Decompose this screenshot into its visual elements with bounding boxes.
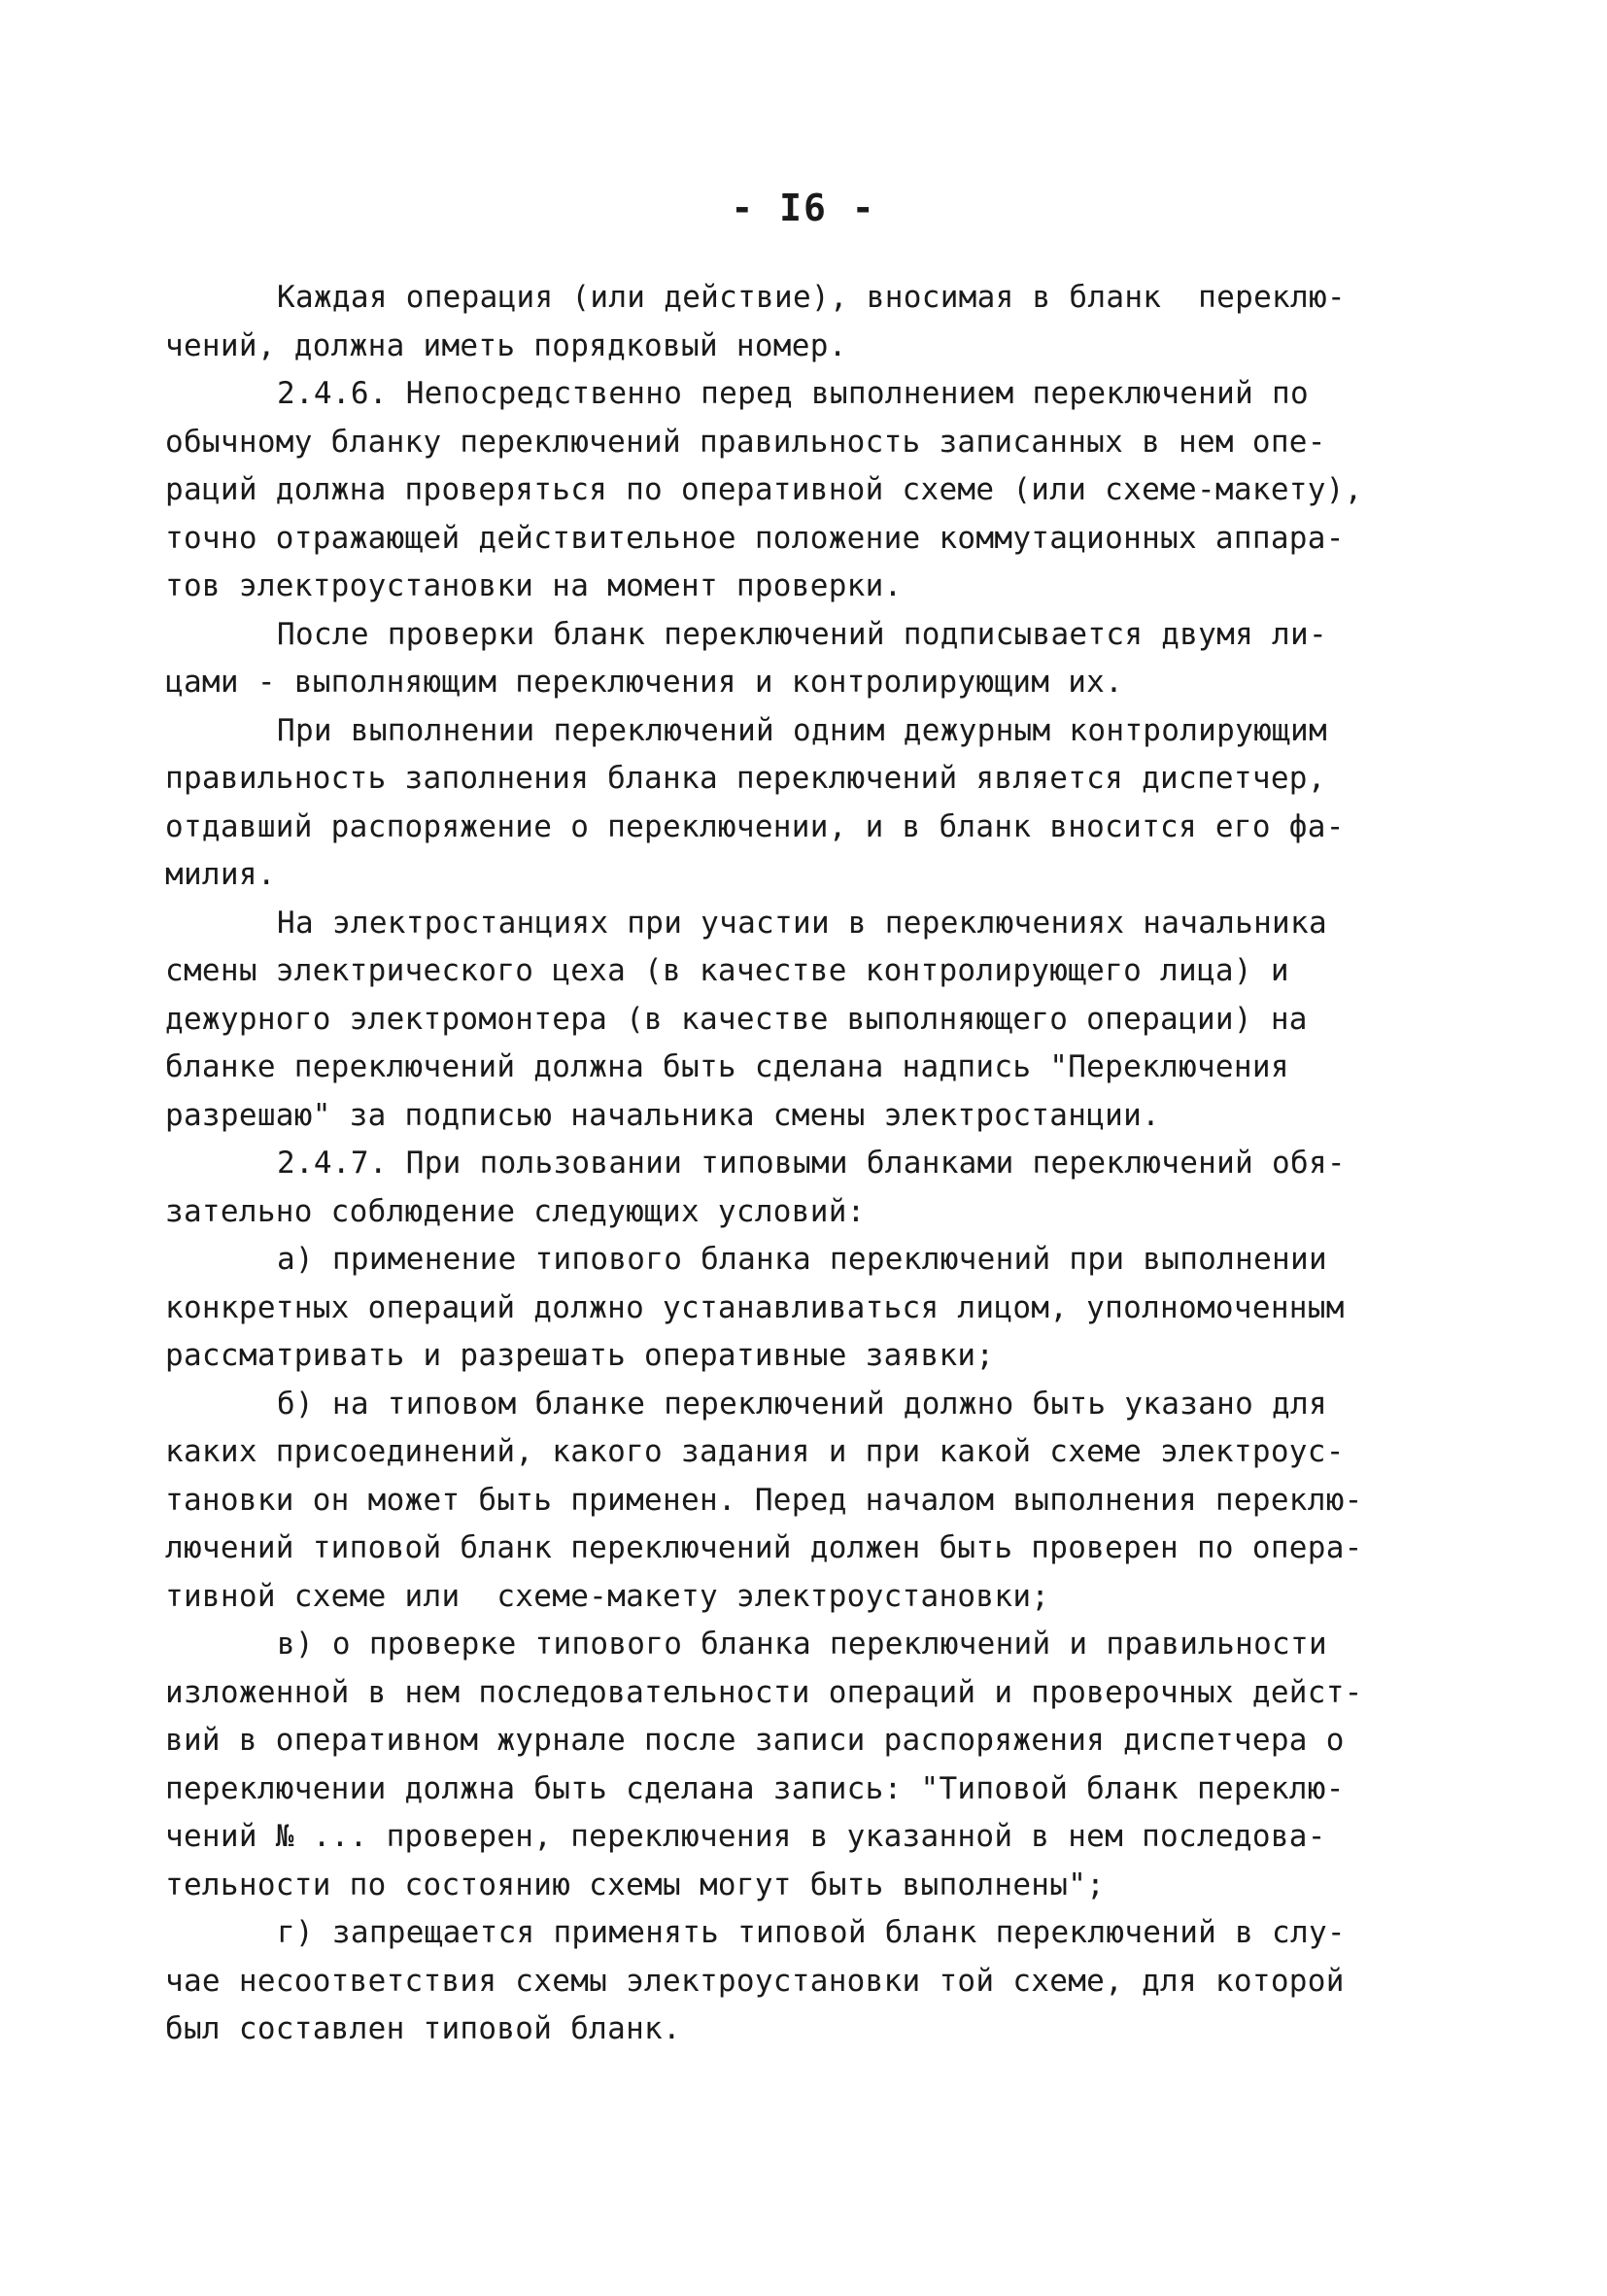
text-line: переключении должна быть сделана запись: "Типовой бланк переклю- [165, 1770, 1345, 1806]
text-line: изложенной в нем последовательности операций и проверочных дейст- [165, 1674, 1363, 1710]
text-line: б) на типовом бланке переключений должно быть указано для [277, 1386, 1327, 1422]
text-line: г) запрещается применять типовой бланк переключений в слу- [277, 1915, 1346, 1950]
text-line: был составлен типовой бланк. [165, 2011, 681, 2046]
text-line: бланке переключений должна быть сделана надпись "Переключения [165, 1049, 1289, 1084]
text-line: 2.4.7. При пользовании типовыми бланками переключений обя- [277, 1146, 1346, 1181]
text-line: На электростанциях при участии в переключениях начальника [277, 905, 1327, 941]
text-line: отдавший распоряжение о переключении, и в бланк вносится его фа- [165, 808, 1345, 844]
text-line: чений, должна иметь порядковый номер. [165, 327, 847, 363]
text-line: дежурного электромонтера (в качестве выполняющего операции) на [165, 1001, 1308, 1037]
text-line: После проверки бланк переключений подписывается двумя ли- [277, 616, 1327, 652]
text-line: смены электрического цеха (в качестве контролирующего лица) и [165, 953, 1289, 988]
text-line: лючений типовой бланк переключений должен быть проверен по опера- [165, 1530, 1363, 1565]
text-line: конкретных операций должно устанавливаться лицом, уполномоченным [165, 1289, 1345, 1325]
text-line: тановки он может быть применен. Перед началом выполнения переклю- [165, 1482, 1363, 1518]
text-line: Каждая операция (или действие), вносимая в бланк переклю- [277, 280, 1346, 315]
text-line: 2.4.6. Непосредственно перед выполнением переключений по [277, 376, 1309, 411]
text-line: чае несоответствия схемы электроустановки той схеме, для которой [165, 1963, 1345, 1999]
text-line: зательно соблюдение следующих условий: [165, 1193, 866, 1229]
text-line: разрешаю" за подписью начальника смены электростанции. [165, 1097, 1161, 1133]
text-line: тов электроустановки на момент проверки. [165, 568, 903, 603]
text-line: точно отражающей действительное положение коммутационных аппара- [165, 520, 1345, 556]
text-line: При выполнении переключений одним дежурным контролирующим [277, 712, 1327, 748]
text-line: вий в оперативном журнале после записи распоряжения диспетчера о [165, 1723, 1345, 1758]
text-line: каких присоединений, какого задания и при какой схеме электроус- [165, 1434, 1345, 1469]
text-line: обычному бланку переключений правильность записанных в нем опе- [165, 424, 1326, 460]
text-line: в) о проверке типового бланка переключений и правильности [277, 1627, 1327, 1662]
text-line: а) применение типового бланка переключений при выполнении [277, 1242, 1327, 1277]
page-number: - I6 - [731, 187, 876, 229]
text-line: раций должна проверяться по оперативной схеме (или схеме-макету), [165, 472, 1363, 507]
text-line: чений № ... проверен, переключения в указанной в нем последова- [165, 1819, 1326, 1854]
text-line: тельности по состоянию схемы могут быть выполнены"; [165, 1867, 1106, 1902]
body-text [165, 274, 1448, 2054]
text-line: рассматривать и разрешать оперативные заявки; [165, 1338, 995, 1373]
text-line: тивной схеме или схеме-макету электроустановки; [165, 1578, 1050, 1614]
text-line: правильность заполнения бланка переключений является диспетчер, [165, 761, 1326, 796]
text-line: милия. [165, 857, 276, 892]
text-line: цами - выполняющим переключения и контролирующим их. [165, 665, 1124, 700]
